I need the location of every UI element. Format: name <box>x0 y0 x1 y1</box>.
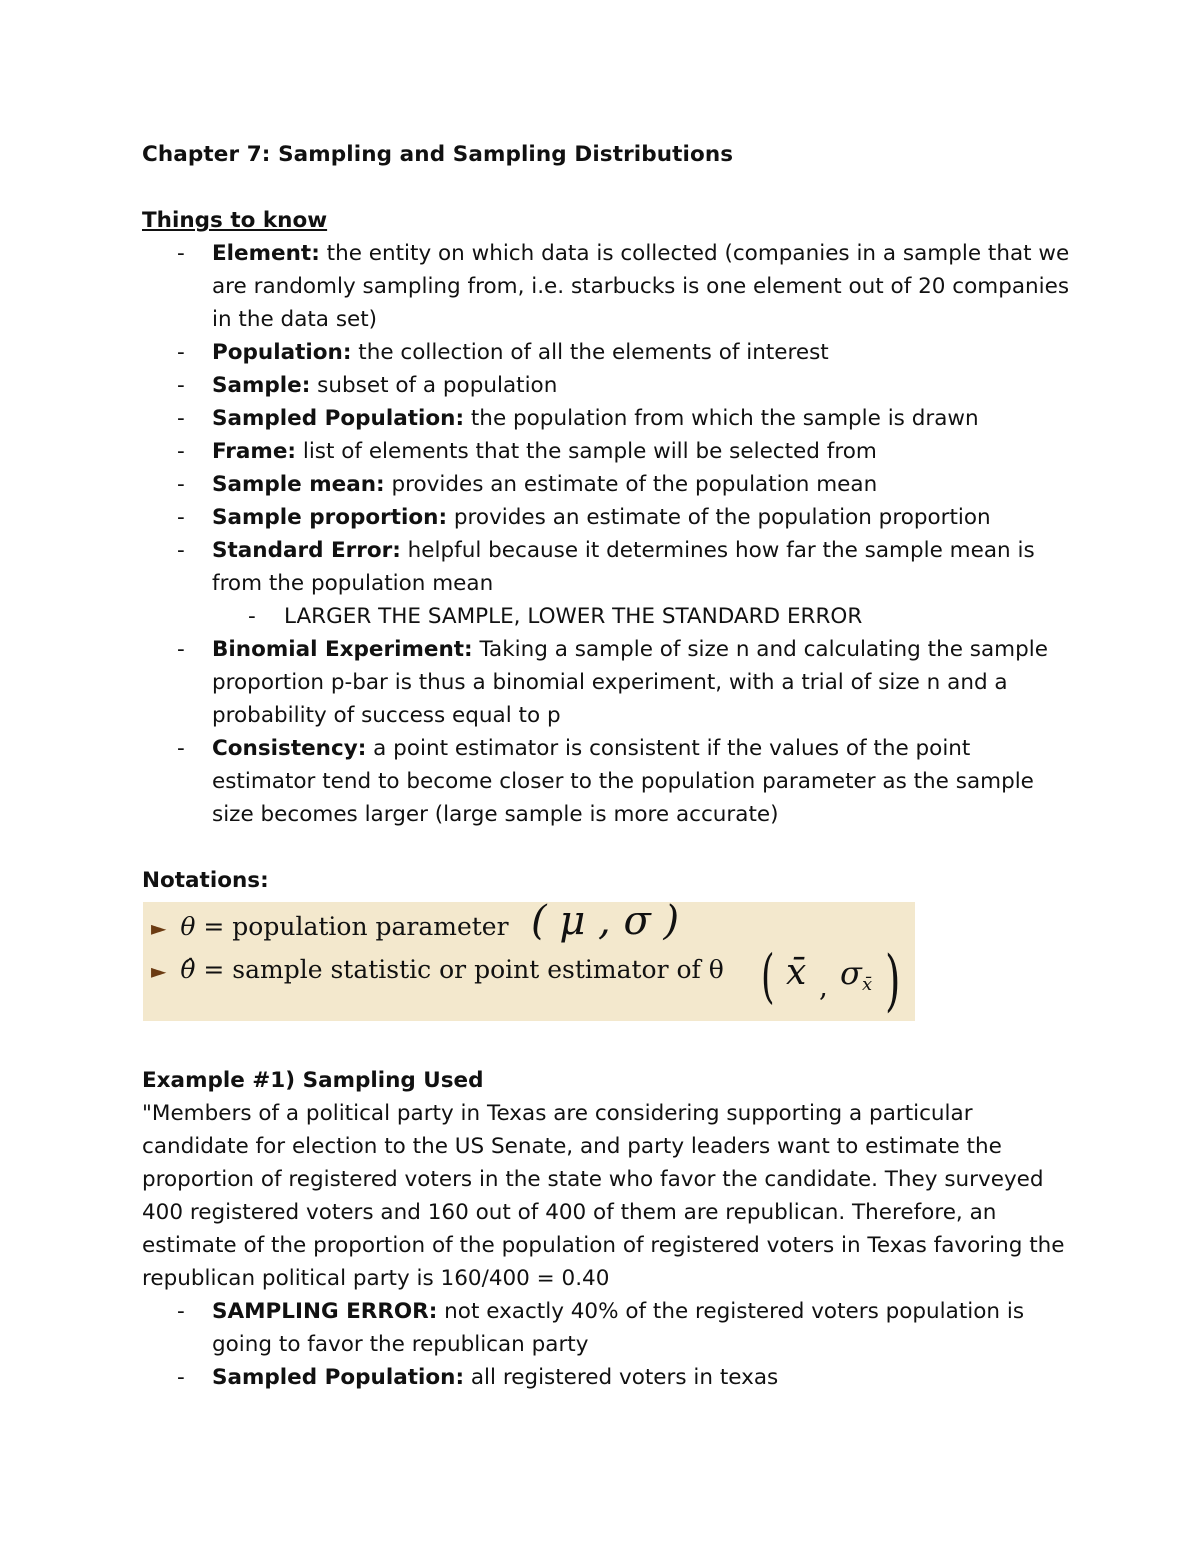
list-item: - Sample: subset of a population <box>142 369 1072 402</box>
definitions-list <box>142 237 1072 600</box>
list-item: - Standard Error: helpful because it determines how far the sample mean is from the population mean <box>142 534 1072 600</box>
list-item: - Element: the entity on which data is collected (companies in a sample that we are randomly sampling from, i.e. starbucks is one element out of 20 companies in the data set) <box>142 237 1072 336</box>
list-item: - Sample mean: provides an estimate of the population mean <box>142 468 1072 501</box>
handwritten-sigma: σ <box>840 954 862 992</box>
handwritten-close-paren: ) <box>885 942 901 1019</box>
sub-list-item: - LARGER THE SAMPLE, LOWER THE STANDARD ERROR <box>142 600 1072 633</box>
list-item: - Sample proportion: provides an estimate of the population proportion <box>142 501 1072 534</box>
handwritten-comma: , <box>819 970 828 1003</box>
list-item: - Frame: list of elements that the sample will be selected from <box>142 435 1072 468</box>
list-item: - Consistency: a point estimator is consistent if the values of the point estimator tend to become closer to the population parameter as the sample size becomes larger (large sample is more accurate) <box>142 732 1072 831</box>
notations-heading: Notations: <box>142 868 269 893</box>
list-item: - SAMPLING ERROR: not exactly 40% of the registered voters population is going to favor the republican party <box>142 1295 1072 1361</box>
page-title: Chapter 7: Sampling and Sampling Distributions <box>142 142 734 167</box>
list-item: - Population: the collection of all the elements of interest <box>142 336 1072 369</box>
definitions-list-continued <box>142 633 1072 831</box>
handwritten-open-paren: ( <box>761 942 775 1010</box>
notation-row-1: ► θ = population parameter <box>151 912 509 941</box>
triangle-bullet-icon: ► <box>151 959 167 983</box>
handwritten-subscript: x̄ <box>862 974 873 995</box>
things-to-know-heading: Things to know <box>142 208 328 233</box>
handwritten-xbar: x̄ <box>786 952 807 993</box>
list-item: - Sampled Population: all registered voters in texas <box>142 1361 1072 1394</box>
notation-row-2: ► θ̂ = sample statistic or point estimator of θ <box>151 955 724 984</box>
handwritten-mu-sigma: ( μ , σ ) <box>531 898 680 944</box>
example-list <box>142 1295 1072 1394</box>
list-item: - Sampled Population: the population from which the sample is drawn <box>142 402 1072 435</box>
document-page <box>142 138 1072 897</box>
example-section <box>142 1064 1072 1394</box>
sub-list <box>142 600 1072 633</box>
example-heading: Example #1) Sampling Used <box>142 1068 484 1093</box>
example-paragraph: "Members of a political party in Texas are considering supporting a particular candidate for election to the US Senate, and party leaders want to estimate the proportion of registered voters in the state who favor the candidate. They surveyed 400 registered voters and 160 out of 400 of them are republican. Therefore, an estimate of the proportion of the population of registered voters in Texas favoring the republican political party is 160/400 = 0.40 <box>142 1101 1065 1291</box>
notation-image <box>143 898 915 1021</box>
triangle-bullet-icon: ► <box>151 916 167 940</box>
list-item: - Binomial Experiment: Taking a sample of size n and calculating the sample proportion p-bar is thus a binomial experiment, with a trial of size n and a probability of success equal to p <box>142 633 1072 732</box>
